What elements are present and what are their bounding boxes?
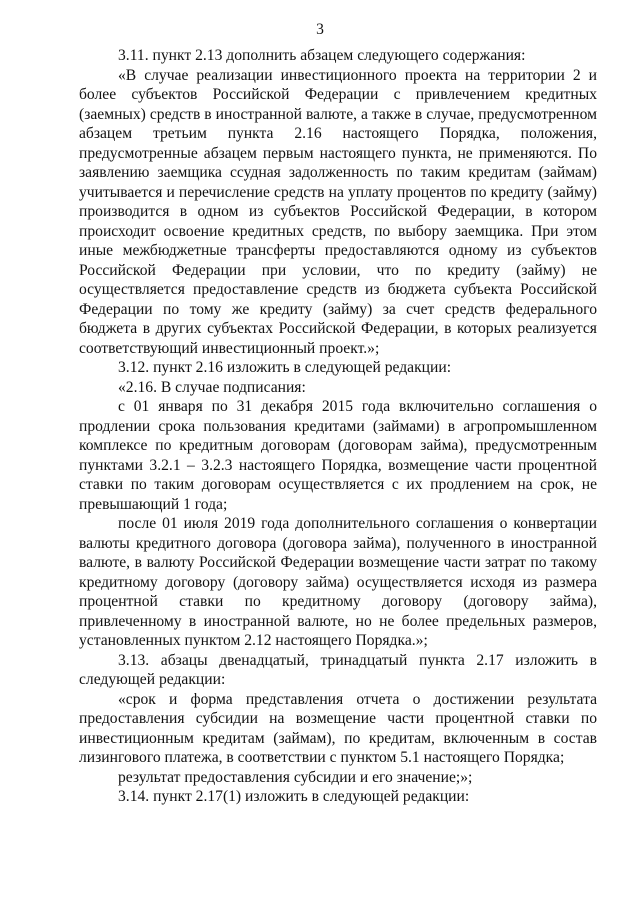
paragraph-3-13-text-1: «срок и форма представления отчета о достижении результата предоставления субсидии на возмещение части процентной ставки по инвестиционным кредитам (займам), по кредитам, включенным в состав лизингового платежа, в соответствии с пунктом 5.1 настоящего Порядка;: [79, 690, 597, 766]
paragraph-3-11: 3.11. пункт 2.13 дополнить абзацем следующего содержания:: [118, 47, 526, 64]
document-body: [79, 46, 597, 807]
page-number: 3: [316, 21, 324, 38]
paragraph-2-16-item-2: после 01 июля 2019 года дополнительного соглашения о конвертации валюты кредитного договора (договора займа), полученного в иностранной валюте, в валюту Российской Федерации возмещение части затрат по такому кредитному договору (договору займа) осуществляется исходя из размера процентной ставки по кредитному договору (договору займа), привлеченному в иностранной валюте, но не более предельных размеров, установленных пунктом 2.12 настоящего Порядка.»;: [79, 515, 597, 649]
paragraph-2-16-item-1: с 01 января по 31 декабря 2015 года включительно соглашения о продлении срока пользования кредитами (займами) в агропромышленном комплексе по кредитным договорам (договорам займа), предусмотренным пунктами 3.2.1 – 3.2.3 настоящего Порядка, возмещение части процентной ставки по таким договорам осуществляется с их продлением на срок, не превышающий 1 года;: [79, 398, 597, 513]
paragraph-3-14: 3.14. пункт 2.17(1) изложить в следующей редакции:: [118, 788, 470, 805]
paragraph-3-12: 3.12. пункт 2.16 изложить в следующей редакции:: [118, 359, 452, 376]
paragraph-3-13-text-2: результат предоставления субсидии и его значение;»;: [118, 768, 473, 786]
paragraph-2-16-heading: «2.16. В случае подписания:: [118, 378, 306, 396]
paragraph-3-11-text: «В случае реализации инвестиционного проекта на территории 2 и более субъектов Российской Федерации с привлечением кредитных (заемных) средств в иностранной валюте, а также в случае, предусмотренном абзацем третьим пункта 2.16 настоящего Порядка, положения, предусмотренные абзацем первым настоящего пункта, не применяются. По заявлению заемщика ссудная задолженность по таким кредитам (займам) учитывается и перечисление средств на уплату процентов по кредиту (займу) производится в одном из субъектов Российской Федерации, в котором происходит освоение кредитных средств, по выбору заемщика. При этом иные межбюджетные трансферты предоставляются одному из субъектов Российской Федерации при условии, что по кредиту (займу) не осуществляется предоставление средств из бюджета субъекта Российской Федерации по тому же кредиту (займу) за счет средств федерального бюджета в других субъектах Российской Федерации, в которых реализуется соответствующий инвестиционный проект.»;: [79, 66, 597, 357]
paragraph-3-13: 3.13. абзацы двенадцатый, тринадцатый пункта 2.17 изложить в следующей редакции:: [79, 651, 597, 688]
